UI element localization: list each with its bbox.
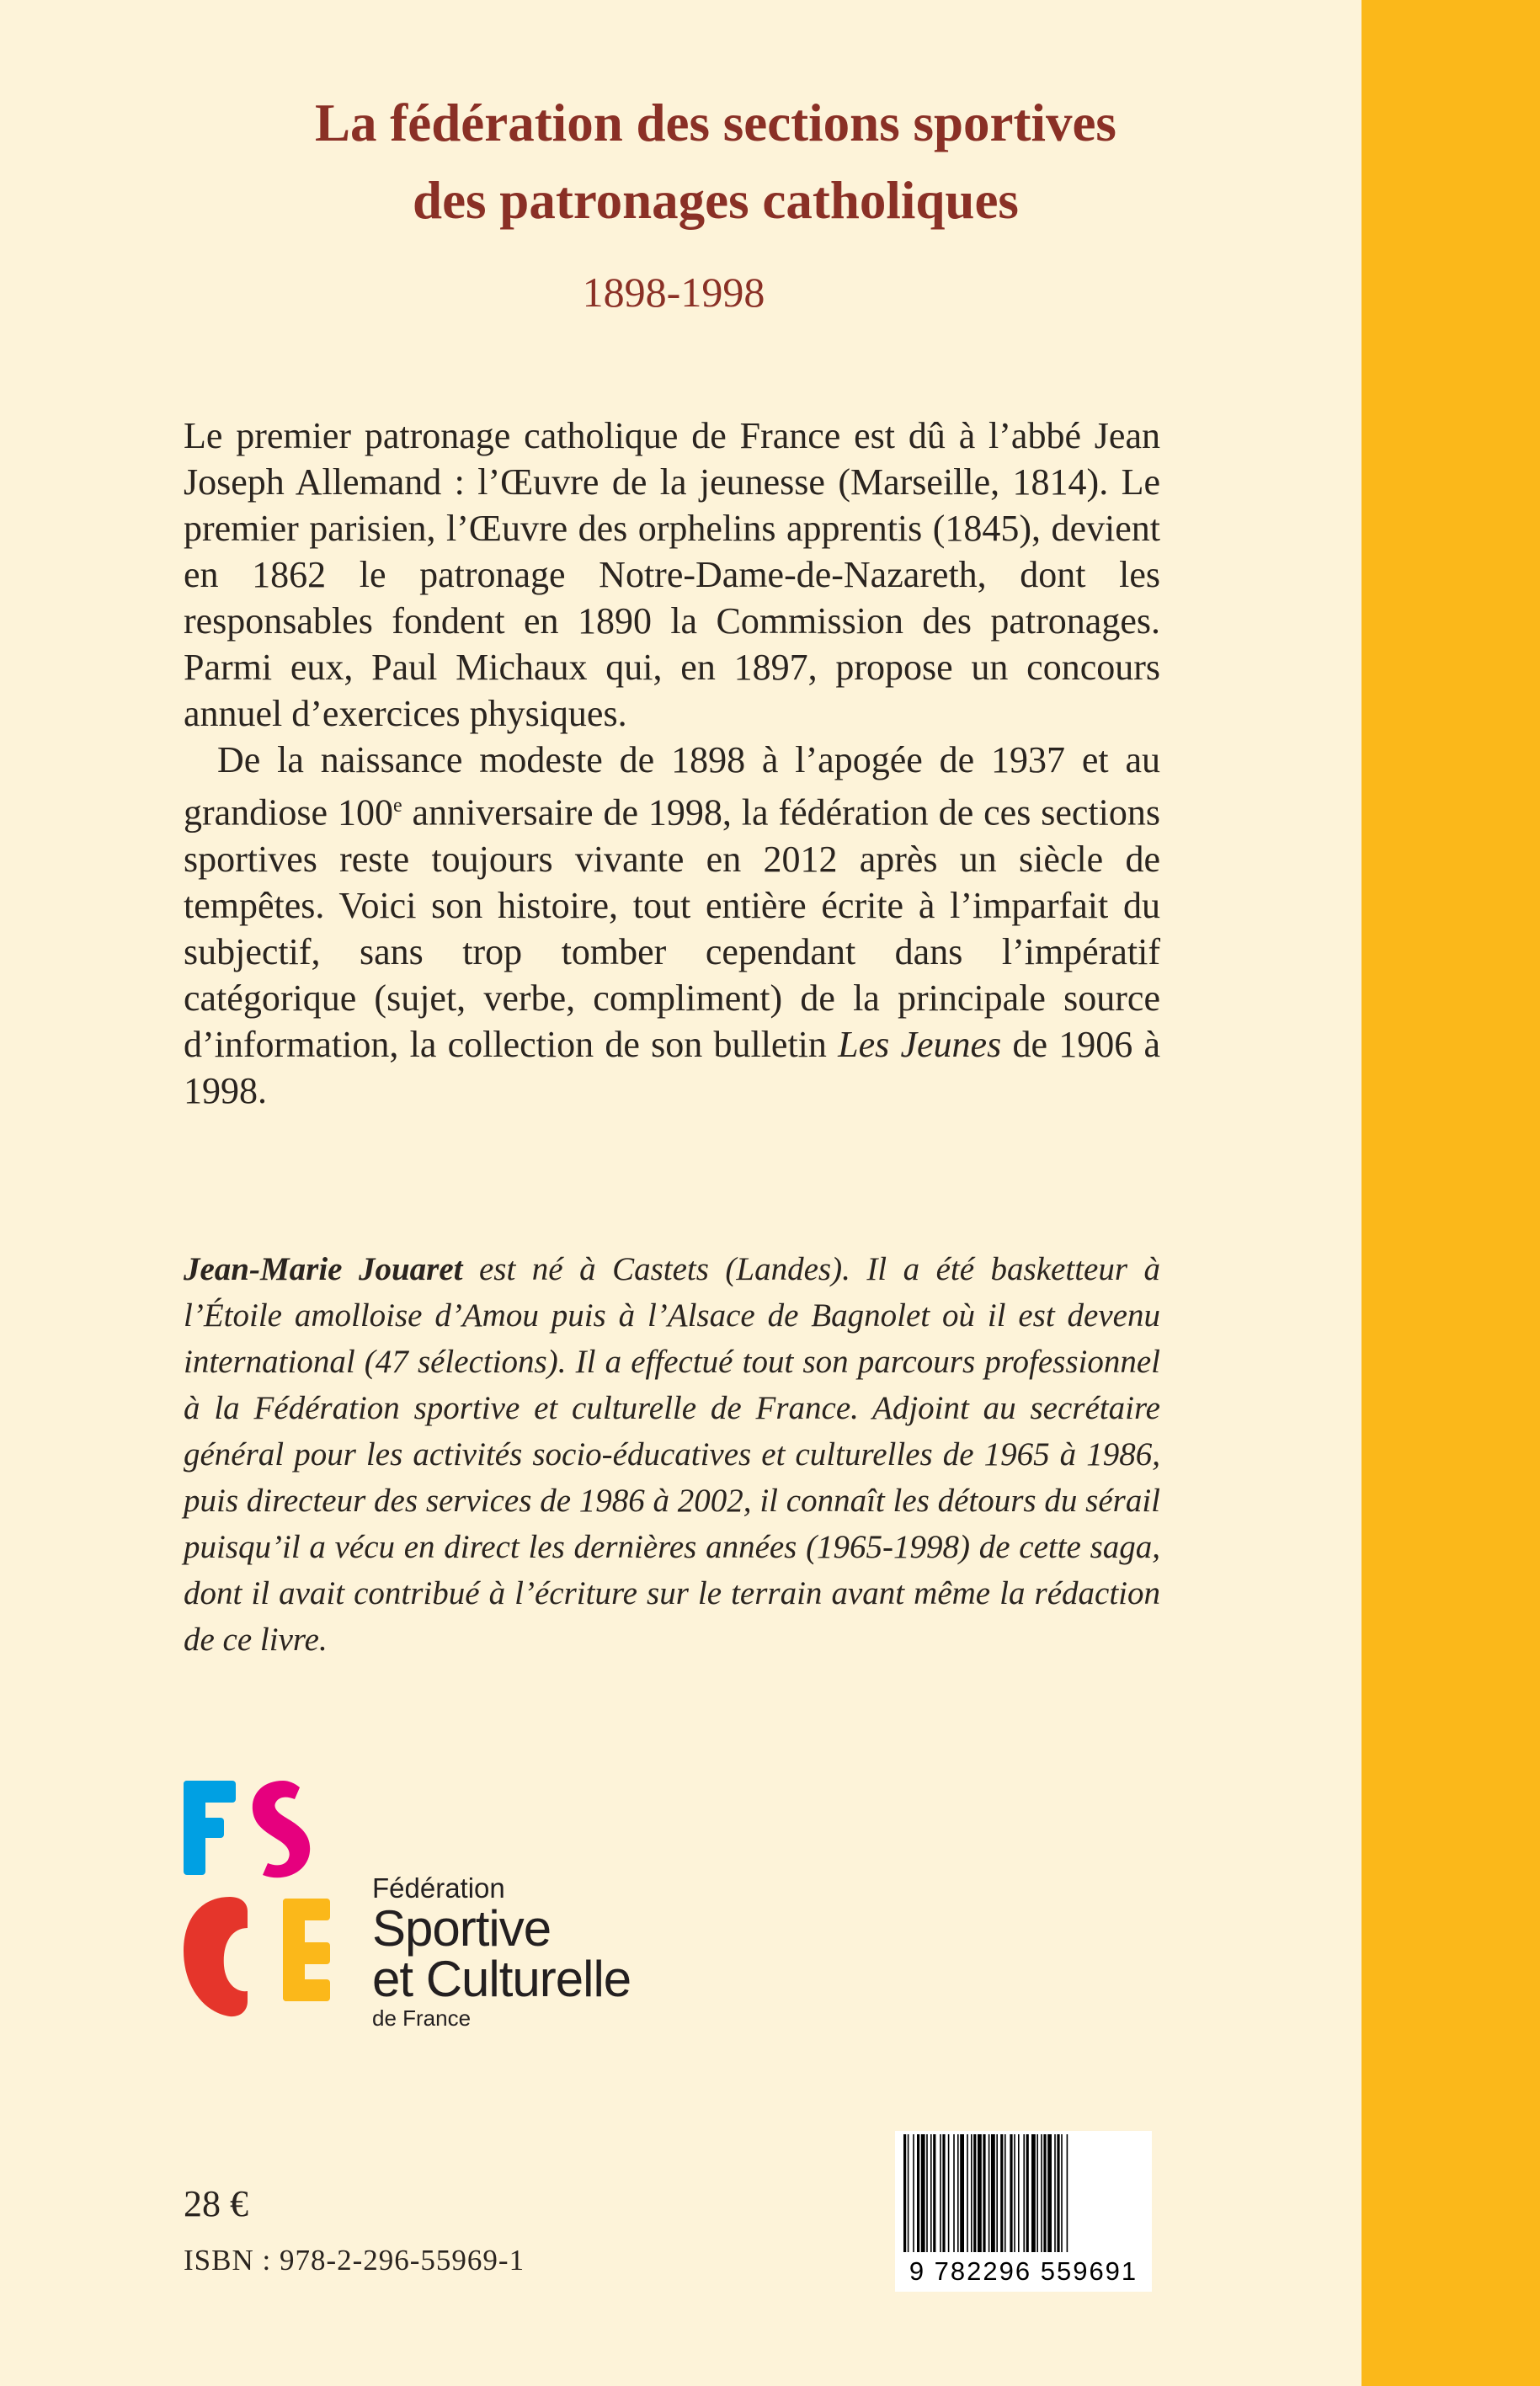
barcode-bar	[1018, 2134, 1020, 2252]
logo-text-sportive: Sportive	[372, 1900, 552, 1957]
author-bio-text: est né à Castets (Landes). Il a été basketteur à l’Étoile amolloise d’Amou puis à l’Alsace de Bagnolet où il est devenu international (47 sélections). Il a effectué tout son parcours professionnel à la Fédération sportive et culturelle de France. Adjoint au secrétaire général pour les activités socio-éducatives et culturelles de 1965 à 1986, puis directeur des services de 1986 à 2002, il connaît les détours du sérail puisqu’il a vécu en direct les dernières années (1965-1998) de cette saga, dont il avait contribué à l’écriture sur le terrain avant même la rédaction de ce livre.	[184, 1251, 1161, 1658]
barcode-bar	[953, 2134, 955, 2252]
logo-text-culturelle: et Culturelle	[372, 1951, 631, 2007]
barcode-bars	[895, 2131, 1152, 2257]
barcode-bar	[1067, 2134, 1068, 2252]
barcode-bar	[957, 2134, 959, 2252]
logo-pink-shape	[253, 1781, 310, 1877]
barcode-bar	[1026, 2134, 1029, 2252]
barcode-bar	[1054, 2134, 1056, 2252]
barcode-digits: 9 782296 559691	[909, 2256, 1138, 2286]
barcode-bar	[978, 2134, 982, 2252]
logo-wordmark	[372, 1873, 631, 2032]
barcode-bar	[996, 2134, 998, 2252]
barcode-bar	[1031, 2134, 1036, 2252]
barcode-bar	[1014, 2134, 1015, 2252]
barcode-bar	[988, 2134, 990, 2252]
barcode-bar	[942, 2134, 945, 2252]
barcode-bar	[960, 2134, 964, 2252]
barcode-bar	[921, 2134, 925, 2252]
barcode-bar	[1043, 2134, 1046, 2252]
author-bio	[184, 1246, 1160, 1663]
price: 28 €	[184, 2183, 248, 2224]
barcode-bar	[1023, 2134, 1025, 2252]
barcode-bar	[971, 2134, 972, 2252]
summary-paragraph-1: Le premier patronage catholique de France est dû à l’abbé Jean Joseph Allemand : l’Œuvre de la jeunesse (Marseille, 1814). Le premier parisien, l’Œuvre des orphelins apprentis (1845), devient en 1862 le patronage Notre-Dame-de-Nazareth, dont les responsables fondent en 1890 la Commission des patronages. Parmi eux, Paul Michaux qui, en 1897, propose un concours annuel d’exercices physiques.	[184, 415, 1160, 734]
barcode-bar	[903, 2134, 906, 2252]
logo-text-de-france: de France	[372, 2005, 472, 2031]
title-years: 1898-1998	[582, 269, 765, 316]
barcode-bar	[1041, 2134, 1042, 2252]
logo-red-shape	[184, 1897, 248, 2016]
author-name: Jean-Marie Jouaret	[184, 1251, 463, 1287]
logo-yellow-shape	[283, 1899, 330, 2001]
barcode-bar	[908, 2134, 909, 2252]
barcode-bar	[1036, 2134, 1038, 2252]
barcode-bar	[917, 2134, 919, 2252]
logo-blue-shape	[184, 1781, 236, 1875]
barcode-bar	[967, 2134, 968, 2252]
barcode-bar	[940, 2134, 941, 2252]
title-line-1: La fédération des sections sportives	[315, 93, 1116, 152]
barcode-bar	[991, 2134, 995, 2252]
barcode-bar	[948, 2134, 950, 2252]
logo-text-federation: Fédération	[372, 1872, 505, 1904]
barcode-bar	[933, 2134, 935, 2252]
barcode-bar	[926, 2134, 928, 2252]
barcode-bar	[983, 2134, 985, 2252]
barcode-bar	[1000, 2134, 1003, 2252]
summary-text	[184, 413, 1160, 1114]
barcode-bar	[1057, 2134, 1059, 2252]
barcode-bar	[930, 2134, 932, 2252]
book-title	[126, 84, 1305, 239]
barcode-bar	[913, 2134, 914, 2252]
barcode-bar	[1047, 2134, 1052, 2252]
barcode-bar	[1010, 2134, 1012, 2252]
barcode-bar	[1004, 2134, 1006, 2252]
summary-paragraph-2: De la naissance modeste de 1898 à l’apogée de 1937 et au grandiose 100e anniversaire de 1998, la fédération de ces sections sportives reste toujours vivante en 2012 après un siècle de tempêtes. Voici son histoire, tout entière écrite à l’imparfait du subjectif, sans trop tomber cependant dans l’impératif catégorique (sujet, verbe, compliment) de la principale source d’information, la collection de son bulletin Les Jeunes de 1906 à 1998.	[184, 739, 1160, 1111]
barcode-bar	[1061, 2134, 1063, 2252]
isbn: ISBN : 978-2-296-55969-1	[184, 2244, 525, 2277]
spine-strip	[1361, 0, 1540, 2386]
barcode-bar	[973, 2134, 976, 2252]
title-line-2: des patronages catholiques	[413, 171, 1019, 230]
